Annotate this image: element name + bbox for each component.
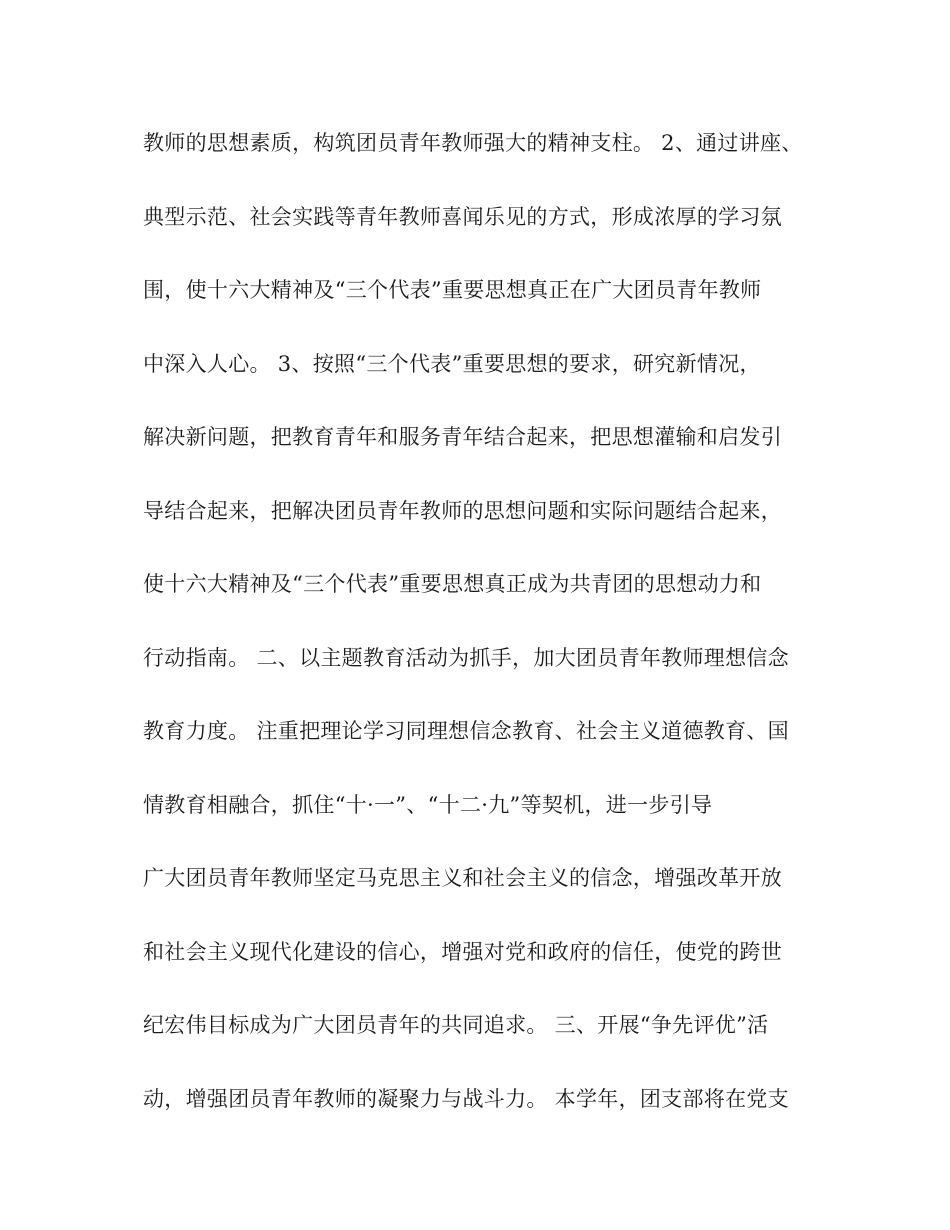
text-line: 纪宏伟目标成为广大团员青年的共同追求。 三、开展“争先评优”活 [143, 1013, 769, 1037]
text-line: 导结合起来，把解决团员青年教师的思想问题和实际问题结合起来， [143, 498, 782, 523]
text-line: 中深入人心。 3、按照“三个代表”重要思想的要求，研究新情况， [143, 351, 761, 376]
text-line: 解决新问题，把教育青年和服务青年结合起来，把思想灌输和启发引 [143, 425, 782, 449]
text-line: 动，增强团员青年教师的凝聚力与战斗力。 本学年，团支部将在党支 [143, 1086, 789, 1111]
text-line: 和社会主义现代化建设的信心，增强对党和政府的信任，使党的跨世 [143, 939, 782, 964]
text-line: 使十六大精神及“三个代表”重要思想真正成为共青团的思想动力和 [143, 572, 762, 596]
text-line: 围，使十六大精神及“三个代表”重要思想真正在广大团员青年教师 [143, 278, 762, 302]
text-line: 典型示范、社会实践等青年教师喜闻乐见的方式，形成浓厚的学习氛 [143, 204, 782, 229]
text-line: 情教育相融合，抓住“十·一”、“十二·九”等契机，进一步引导 [143, 792, 713, 817]
text-line: 教师的思想素质，构筑团员青年教师强大的精神支柱。 2、通过讲座、 [143, 131, 803, 155]
text-line: 行动指南。 二、以主题教育活动为抓手，加大团员青年教师理想信念 [143, 645, 789, 670]
body-text [143, 125, 823, 1154]
text-line: 教育力度。 注重把理论学习同理想信念教育、社会主义道德教育、国 [143, 719, 789, 743]
text-line: 广大团员青年教师坚定马克思主义和社会主义的信念，增强改革开放 [143, 866, 782, 890]
